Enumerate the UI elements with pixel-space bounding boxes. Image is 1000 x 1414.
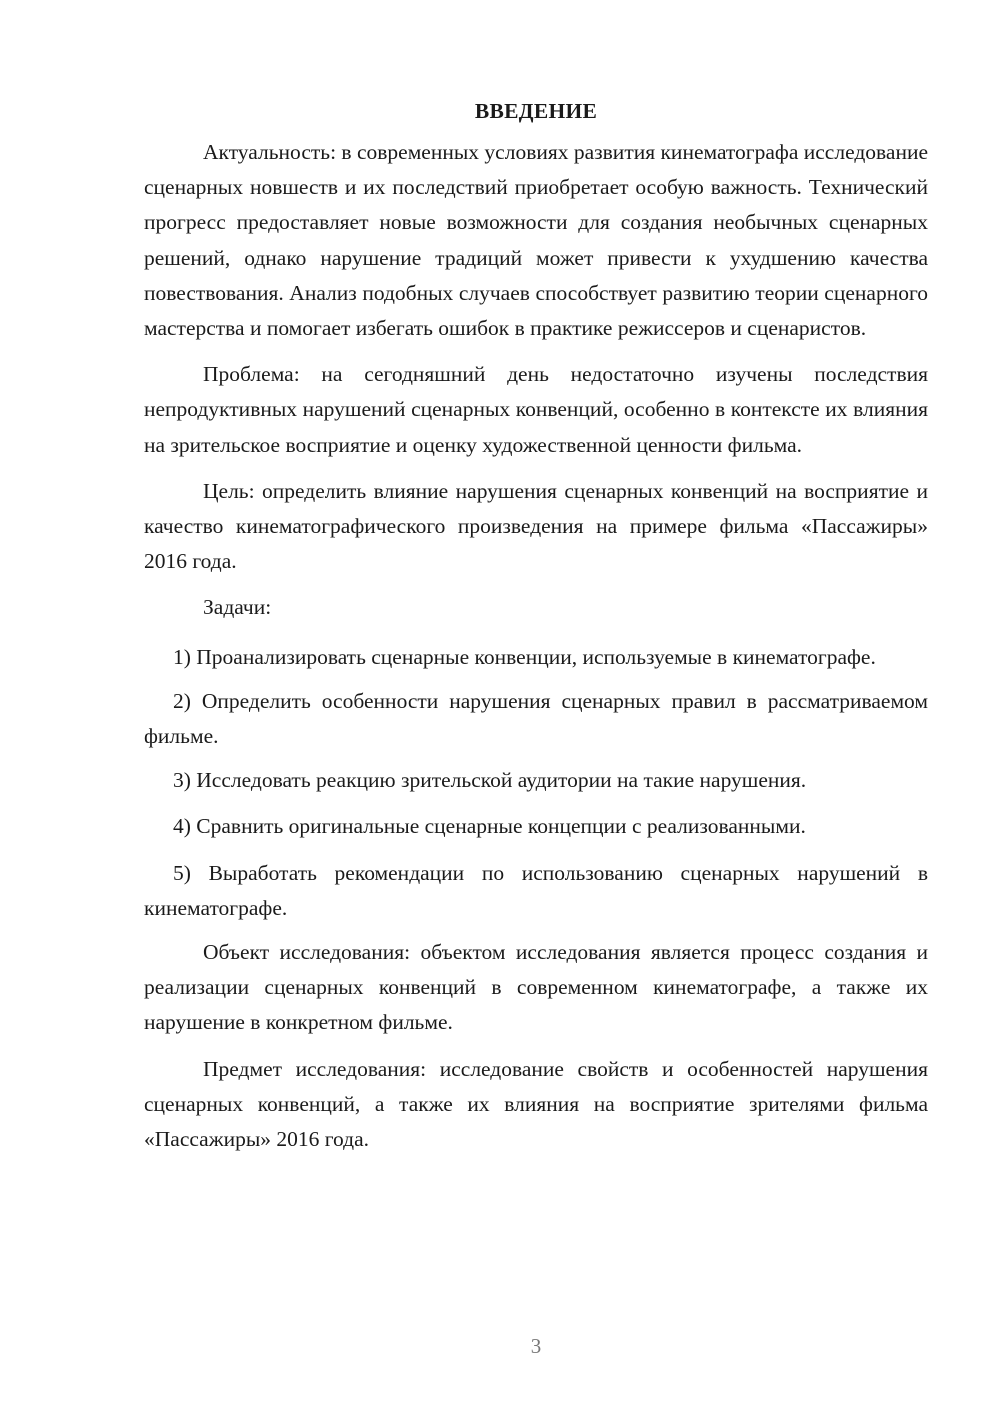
task-item-4: 4) Сравнить оригинальные сценарные концепции с реализованными. xyxy=(173,814,806,839)
task-item-2: 2) Определить особенности нарушения сценарных правил в рассматриваемом фильме. xyxy=(144,688,928,749)
page-heading: ВВЕДЕНИЕ xyxy=(474,99,598,123)
tasks-title: Задачи: xyxy=(203,595,272,620)
goal-paragraph: Цель: определить влияние нарушения сценарных конвенций на восприятие и качество кинематографического произведения на примере фильма «Пассажиры» 2016 года. xyxy=(144,478,928,574)
task-item-5: 5) Выработать рекомендации по использованию сценарных нарушений в кинематографе. xyxy=(144,860,928,920)
object-paragraph: Объект исследования: объектом исследования является процесс создания и реализации сценарных конвенций в современном кинематографе, а также их нарушение в конкретном фильме. xyxy=(144,940,928,1035)
tasks-list xyxy=(144,640,928,926)
page-content xyxy=(144,96,928,1168)
relevance-paragraph: Актуальность: в современных условиях развития кинематографа исследование сценарных новшеств и их последствий приобретает особую важность. Технический прогресс предоставляет новые возможности для создания необычных сценарных решений, однако нарушение традиций может привести к ухудшению качества повествования. Анализ подобных случаев способствует развитию теории сценарного мастерства и помогает избегать ошибок в практике режиссеров и сценаристов. xyxy=(144,140,928,341)
page-number: 3 xyxy=(530,1334,542,1358)
subject-paragraph: Предмет исследования: исследование свойств и особенностей нарушения сценарных конвенций, а также их влияния на восприятие зрителями фильма «Пассажиры» 2016 года. xyxy=(144,1056,928,1152)
task-item-3: 3) Исследовать реакцию зрительской аудитории на такие нарушения. xyxy=(173,768,807,793)
task-item-1: 1) Проанализировать сценарные конвенции, используемые в кинематографе. xyxy=(173,644,876,669)
problem-paragraph: Проблема: на сегодняшний день недостаточно изучены последствия непродуктивных нарушений сценарных конвенций, особенно в контексте их влияния на зрительское восприятие и оценку художественной ценности фильма. xyxy=(144,362,928,457)
